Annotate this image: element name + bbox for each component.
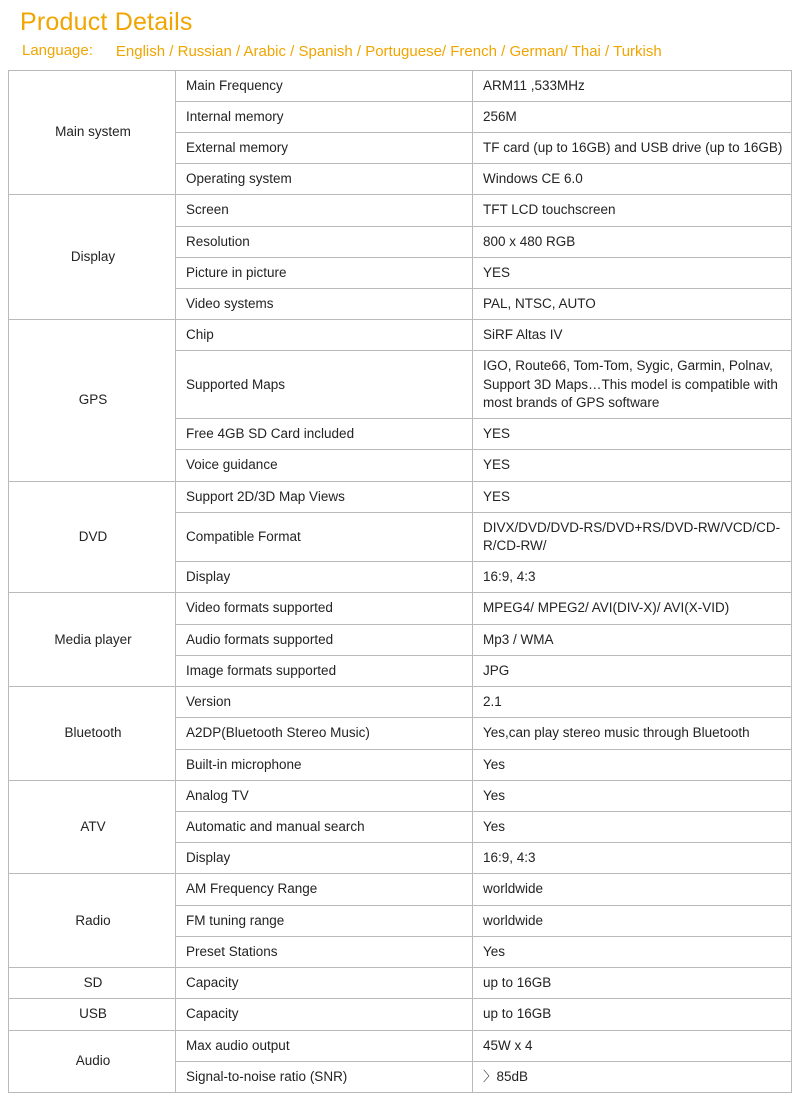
spec-parameter: Screen [176,195,473,226]
spec-group-label: Display [9,195,176,320]
spec-value: Windows CE 6.0 [473,164,792,195]
spec-value: JPG [473,655,792,686]
spec-parameter: Capacity [176,968,473,999]
language-list: English / Russian / Arabic / Spanish / Portuguese/ French / German/ Thai / Turkish [115,43,662,60]
spec-value: 800 x 480 RGB [473,226,792,257]
specification-table-body [9,70,792,1092]
spec-parameter: Internal memory [176,101,473,132]
spec-group-label: Bluetooth [9,687,176,781]
page-title: Product Details [20,8,193,36]
spec-parameter: Max audio output [176,1030,473,1061]
table-row [9,593,792,624]
spec-parameter: Main Frequency [176,70,473,101]
table-row [9,874,792,905]
spec-parameter: Image formats supported [176,655,473,686]
spec-value: 45W x 4 [473,1030,792,1061]
spec-group-label: DVD [9,481,176,593]
spec-value: MPEG4/ MPEG2/ AVI(DIV-X)/ AVI(X-VID) [473,593,792,624]
spec-parameter: Compatible Format [176,512,473,561]
spec-group-label: GPS [9,320,176,481]
spec-parameter: External memory [176,132,473,163]
table-row [9,1030,792,1061]
table-row [9,70,792,101]
spec-value: Yes,can play stereo music through Bluetooth [473,718,792,749]
spec-parameter: Audio formats supported [176,624,473,655]
spec-parameter: Picture in picture [176,257,473,288]
spec-parameter: Display [176,562,473,593]
spec-parameter: Operating system [176,164,473,195]
spec-value: Yes [473,780,792,811]
spec-value: 2.1 [473,687,792,718]
spec-parameter: AM Frequency Range [176,874,473,905]
table-row [9,687,792,718]
table-row [9,195,792,226]
spec-parameter: Display [176,843,473,874]
spec-value: Mp3 / WMA [473,624,792,655]
spec-parameter: Video systems [176,289,473,320]
spec-parameter: Built-in microphone [176,749,473,780]
spec-group-label: SD [9,968,176,999]
spec-value: 256M [473,101,792,132]
table-row [9,320,792,351]
spec-parameter: Analog TV [176,780,473,811]
table-row [9,968,792,999]
table-row [9,780,792,811]
spec-value: IGO, Route66, Tom-Tom, Sygic, Garmin, Polnav, Support 3D Maps…This model is compatible with most brands of GPS software [473,351,792,419]
spec-value: PAL, NTSC, AUTO [473,289,792,320]
spec-parameter: Resolution [176,226,473,257]
spec-group-label: ATV [9,780,176,874]
table-row [9,481,792,512]
spec-parameter: Supported Maps [176,351,473,419]
spec-value: Yes [473,811,792,842]
language-row [22,41,792,64]
spec-group-label: Main system [9,70,176,195]
spec-group-label: Media player [9,593,176,687]
spec-value: YES [473,450,792,481]
spec-group-label: USB [9,999,176,1030]
spec-parameter: Voice guidance [176,450,473,481]
spec-parameter: Video formats supported [176,593,473,624]
spec-value: worldwide [473,874,792,905]
spec-value: 16:9, 4:3 [473,562,792,593]
spec-value: worldwide [473,905,792,936]
spec-value: TFT LCD touchscreen [473,195,792,226]
language-label: Language: [22,42,93,59]
spec-parameter: Signal-to-noise ratio (SNR) [176,1061,473,1092]
spec-value: 16:9, 4:3 [473,843,792,874]
spec-value: up to 16GB [473,968,792,999]
product-details-page [0,8,800,1108]
spec-value: Yes [473,749,792,780]
spec-parameter: Preset Stations [176,936,473,967]
spec-group-label: Radio [9,874,176,968]
spec-value: SiRF Altas IV [473,320,792,351]
spec-parameter: FM tuning range [176,905,473,936]
spec-value: ARM11 ,533MHz [473,70,792,101]
specification-table [8,70,792,1093]
spec-parameter: Chip [176,320,473,351]
spec-group-label: Audio [9,1030,176,1092]
spec-parameter: Capacity [176,999,473,1030]
spec-value: 〉85dB [473,1061,792,1092]
table-row [9,999,792,1030]
spec-parameter: Automatic and manual search [176,811,473,842]
spec-parameter: Version [176,687,473,718]
spec-value: up to 16GB [473,999,792,1030]
spec-value: YES [473,257,792,288]
spec-value: TF card (up to 16GB) and USB drive (up to 16GB) [473,132,792,163]
spec-value: DIVX/DVD/DVD-RS/DVD+RS/DVD-RW/VCD/CD-R/CD-RW/ [473,512,792,561]
spec-parameter: A2DP(Bluetooth Stereo Music) [176,718,473,749]
spec-value: YES [473,481,792,512]
spec-value: Yes [473,936,792,967]
spec-value: YES [473,419,792,450]
spec-parameter: Support 2D/3D Map Views [176,481,473,512]
spec-parameter: Free 4GB SD Card included [176,419,473,450]
